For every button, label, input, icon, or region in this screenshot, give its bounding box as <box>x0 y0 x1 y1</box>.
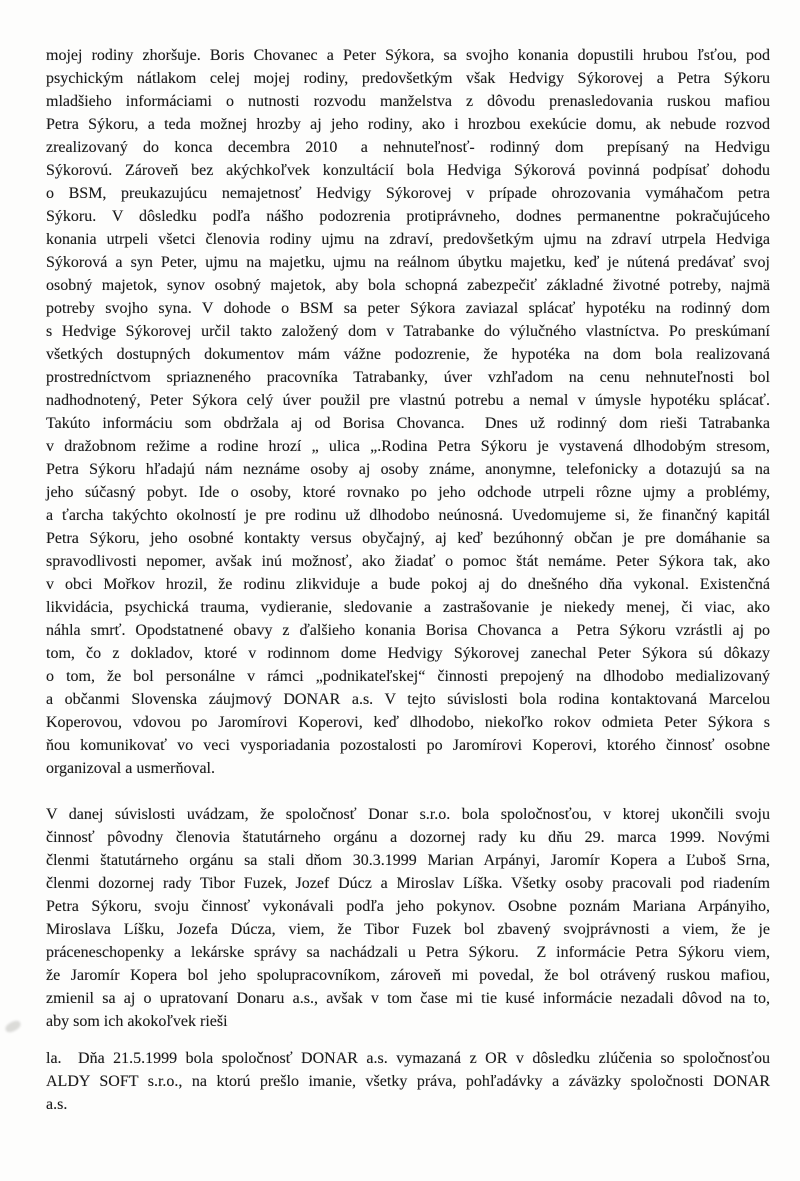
text-line: psychickým nátlakom celej mojej rodiny, predovšetkým však Hedvigy Sýkorovej a Petra Sýkoru <box>46 70 770 87</box>
text-line: prostredníctvom spriazneného pracovníka Tatrabanky, úver vzhľadom na cenu nehnuteľnosti bol <box>46 369 770 386</box>
text-line: členmi štatutárneho orgánu sa stali dňom 30.3.1999 Marian Arpányi, Jaromír Kopera a Ľuboš Srna, <box>46 852 770 869</box>
text-line: Takúto informáciu som obdržala aj od Borisa Chovanca. Dnes už rodinný dom rieši Tatrabanka <box>46 415 770 432</box>
text-line: o tom, že bol personálne v rámci „podnikateľskej“ činnosti prepojený na dlhodobo medializovaný <box>46 668 770 685</box>
text-line: Sýkorová a syn Peter, ujmu na majetku, ujmu na reálnom úbytku majetku, keď je nútená predávať svoj <box>46 254 770 271</box>
text-line: náhla smrť. Opodstatnené obavy z ďalšieho konania Borisa Chovanca a Petra Sýkoru vzrástli aj po <box>46 622 770 639</box>
paragraph <box>46 1047 770 1116</box>
text-line: všetkých dostupných dokumentov mám vážne podozrenie, že hypotéka na dom bola realizovaná <box>46 346 770 363</box>
text-line: potreby svojho syna. V dohode o BSM sa peter Sýkora zaviazal splácať hypotéku na rodinný dom <box>46 300 770 317</box>
text-line: Petra Sýkoru, jeho osobné kontakty versus obyčajný, aj keď bezúhonný občan je pre domáhanie sa <box>46 530 770 547</box>
text-line: V danej súvislosti uvádzam, že spoločnosť Donar s.r.o. bola spoločnosťou, v ktorej ukončili svoju <box>46 806 770 823</box>
paragraph <box>46 44 770 780</box>
text-line: a občanmi Slovenska záujmový DONAR a.s. V tejto súvislosti bola rodina kontaktovaná Marcelou <box>46 691 770 708</box>
text-line: Sýkoru. V dôsledku podľa nášho podozrenia protiprávneho, dodnes permanentne pokračujúceho <box>46 208 770 225</box>
text-line: likvidácia, psychická trauma, vydieranie, sledovanie a zastrašovanie je niekedy menej, či viac, ako <box>46 599 770 616</box>
text-line: ALDY SOFT s.r.o., na ktorú prešlo imanie, všetky práva, pohľadávky a záväzky spoločnosti DONAR <box>46 1073 770 1090</box>
text-line: Sýkorovú. Zároveň bez akýchkoľvek konzultácií bola Hedviga Sýkorová povinná podpísať dohodu <box>46 162 770 179</box>
text-line: nadhodnotený, Peter Sýkora celý úver použil pre vlastnú potrebu a nemal v úmysle hypotéku splácať. <box>46 392 770 409</box>
text-line: jeho súčasný pobyt. Ide o osoby, ktoré rovnako po jeho odchode utrpeli rôzne ujmy a problémy, <box>46 484 770 501</box>
text-line: Petra Sýkoru, a teda možnej hrozby aj jeho rodiny, ako i hrozbou exekúcie domu, ak nebude rozvod <box>46 116 770 133</box>
text-line: aby som ich akokoľvek rieši <box>46 1013 228 1030</box>
text-line: osobný majetok, synov osobný majetok, aby bola schopná zabezpečiť základné životné potreby, najmä <box>46 277 770 294</box>
text-line: že Jaromír Kopera bol jeho spolupracovníkom, zároveň mi povedal, že bol otrávený ruskou mafiou, <box>46 967 770 984</box>
text-line: Petra Sýkoru, svoju činnosť vykonávali podľa jeho pokynov. Osobne poznám Mariana Arpányiho, <box>46 898 770 915</box>
text-line: tom, čo z dokladov, ktoré v rodinnom dome Hedvigy Sýkorovej zanechal Peter Sýkora sú dôkazy <box>46 645 770 662</box>
document-text <box>46 44 770 1116</box>
scan-smudge-artifact <box>4 1019 22 1034</box>
text-line: a ťarcha takýchto okolností je pre rodinu už dlhodobo neúnosná. Uvedomujeme si, že finančný kapitál <box>46 507 770 524</box>
text-line: spravodlivosti nepomer, avšak inú možnosť, ako žiadať o pomoc štát nemáme. Peter Sýkora tak, ako <box>46 553 770 570</box>
text-line: činnosť pôvodny členovia štatutárneho orgánu a dozornej rady ku dňu 29. marca 1999. Novými <box>46 829 770 846</box>
text-line: la. Dňa 21.5.1999 bola spoločnosť DONAR a.s. vymazaná z OR v dôsledku zlúčenia so spoločnosťou <box>46 1050 770 1067</box>
text-line: práceneschopenky a lekárske správy sa nachádzali u Petra Sýkoru. Z informácie Petra Sýkoru viem, <box>46 944 770 961</box>
text-line: mojej rodiny zhoršuje. Boris Chovanec a Peter Sýkora, sa svojho konania dopustili hrubou ľsťou, pod <box>46 47 770 64</box>
document-page <box>46 44 770 1116</box>
text-line: v obci Mořkov hrozil, že rodinu zlikviduje a bude pokoj aj do dnešného dňa vykonal. Existenčná <box>46 576 770 593</box>
text-line: a.s. <box>46 1096 68 1113</box>
text-line: v dražobnom režime a rodine hrozí „ ulica „.Rodina Petra Sýkoru je vystavená dlhodobým stresom, <box>46 438 770 455</box>
text-line: Petra Sýkoru hľadajú nám neznáme osoby aj osoby známe, anonymne, telefonicky a dotazujú sa na <box>46 461 770 478</box>
text-line: organizoval a usmerňoval. <box>46 760 215 777</box>
text-line: zrealizovaný do konca decembra 2010 a nehnuteľnosť- rodinný dom prepísaný na Hedvigu <box>46 139 770 156</box>
text-line: členmi dozornej rady Tibor Fuzek, Jozef Dúcz a Miroslav Líška. Všetky osoby pracovali pod riadením <box>46 875 770 892</box>
text-line: konania utrpeli všetci členovia rodiny ujmu na zdraví, predovšetkým ujmu na zdraví utrpela Hedviga <box>46 231 770 248</box>
text-line: zmienil sa aj o upratovaní Donaru a.s., avšak v tom čase mi tie kusé informácie nezadali dôvod na to, <box>46 990 770 1007</box>
text-line: Koperovou, vdovou po Jaromírovi Koperovi, keď dlhodobo, niekoľko rokov odmieta Peter Sýkora s <box>46 714 770 731</box>
text-line: mladšieho informáciami o nutnosti rozvodu manželstva z dôvodu prenasledovania ruskou mafiou <box>46 93 770 110</box>
text-line: ňou komunikovať vo veci vysporiadania pozostalosti po Jaromírovi Koperovi, ktorého činnosť osobne <box>46 737 770 754</box>
text-line: s Hedvige Sýkorovej určil takto založený dom v Tatrabanke do výlučného vlastníctva. Po preskúmaní <box>46 323 770 340</box>
paragraph <box>46 803 770 1033</box>
text-line: Miroslava Líšku, Jozefa Dúcza, viem, že Tibor Fuzek bol zbavený svojprávnosti a viem, že je <box>46 921 770 938</box>
text-line: o BSM, preukazujúcu nemajetnosť Hedvigy Sýkorovej v prípade ohrozovania vymáhačom petra <box>46 185 770 202</box>
